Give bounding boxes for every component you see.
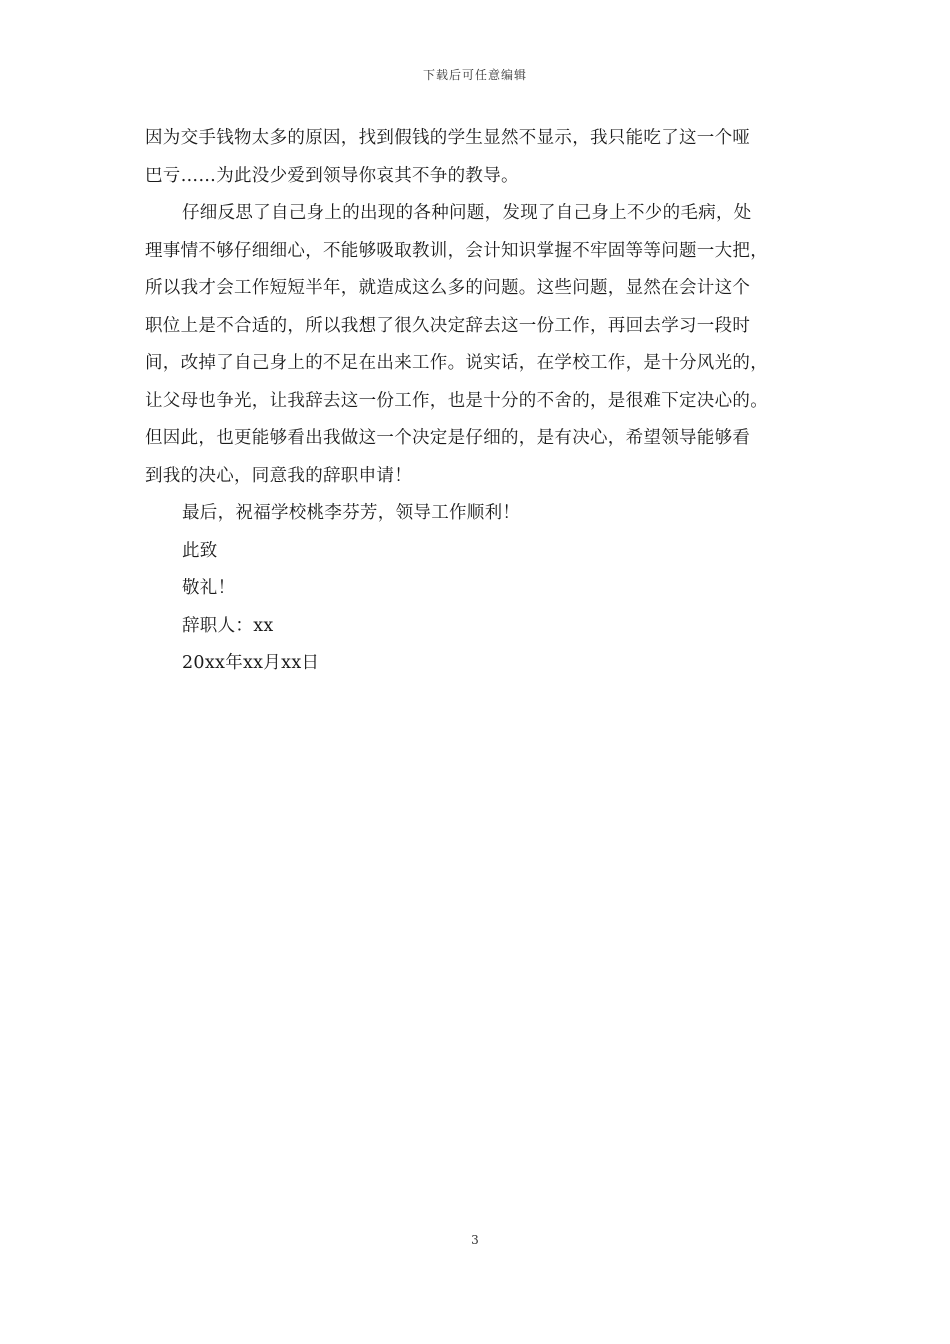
closing-regards: 敬礼！ (182, 578, 236, 598)
date-line: 20xx年xx月xx日 (182, 653, 320, 673)
paragraph-line: 职位上是不合适的，所以我想了很久决定辞去这一份工作，再回去学习一段时 (145, 315, 751, 336)
closing-wishes: 最后，祝福学校桃李芬芳，领导工作顺利！ (182, 503, 521, 523)
paragraph-line: 仔细反思了自己身上的出现的各种问题，发现了自己身上不少的毛病，处 (182, 203, 752, 223)
closing-salutation: 此致 (182, 540, 218, 561)
page-number: 3 (471, 1233, 479, 1247)
paragraph-line: 巴亏……为此没少爱到领导你哀其不争的教导。 (145, 165, 519, 186)
paragraph-line: 间，改掉了自己身上的不足在出来工作。说实话，在学校工作，是十分风光的， (145, 353, 768, 373)
paragraph-line: 因为交手钱物太多的原因，找到假钱的学生显然不显示，我只能吃了这一个哑 (145, 128, 751, 148)
paragraph-line: 理事情不够仔细细心，不能够吸取教训，会计知识掌握不牢固等等问题一大把， (145, 240, 768, 261)
page-header: 下载后可任意编辑 (422, 68, 527, 82)
paragraph-line: 让父母也争光，让我辞去这一份工作，也是十分的不舍的，是很难下定决心的。 (145, 390, 768, 411)
paragraph-line: 到我的决心，同意我的辞职申请！ (145, 465, 412, 486)
signer-line: 辞职人：xx (182, 615, 274, 636)
paragraph-line: 所以我才会工作短短半年，就造成这么多的问题。这些问题，显然在会计这个 (145, 278, 751, 298)
paragraph-line: 但因此，也更能够看出我做这一个决定是仔细的，是有决心，希望领导能够看 (145, 428, 751, 448)
document-body (145, 120, 810, 683)
